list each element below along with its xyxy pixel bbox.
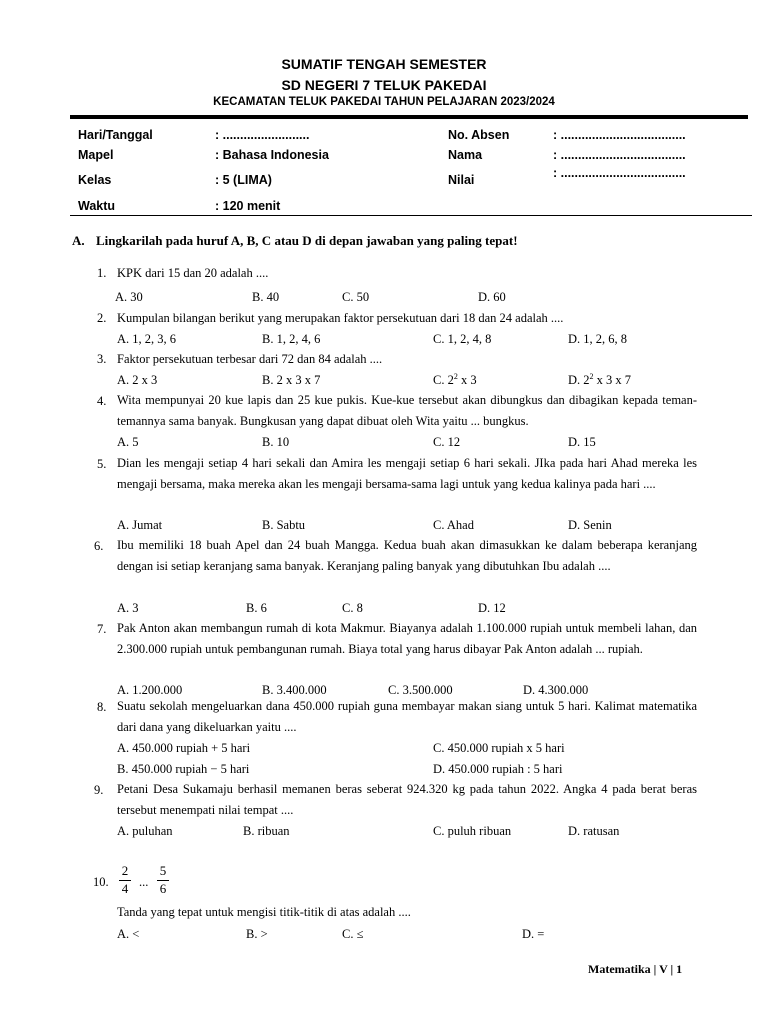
q4-text: Wita mempunyai 20 kue lapis dan 25 kue pukis. Kue-kue tersebut akan dibungkus dan dibagikan kepada teman-temannya sama banyak. Bungkusan yang dapat dibuat oleh Wita yaitu ... bungkus.: [117, 393, 697, 428]
q9-option-d[interactable]: D. ratusan: [568, 824, 620, 838]
q8-option-a[interactable]: A. 450.000 rupiah + 5 hari: [117, 741, 251, 755]
q6-option-a[interactable]: A. 3: [117, 601, 139, 615]
waktu-value: : 120 menit: [215, 199, 281, 213]
q7-number: 7.: [97, 622, 107, 636]
q1-option-c[interactable]: C. 50: [342, 290, 370, 304]
absen-label: No. Absen: [448, 128, 510, 142]
q7-text: Pak Anton akan membangun rumah di kota Makmur. Biayanya adalah 1.100.000 rupiah untuk membeli lahan, dan 2.300.000 rupiah untuk pembangunan rumah. Biaya total yang harus dibayar Pak Anton adalah ... rupiah.: [117, 621, 697, 656]
q10-option-d[interactable]: D. =: [522, 927, 545, 941]
kelas-value: : 5 (LIMA): [215, 173, 272, 187]
q10-option-b[interactable]: B. >: [246, 927, 268, 941]
q3-text: Faktor persekutuan terbesar dari 72 dan 84 adalah ....: [117, 352, 383, 366]
q10-number: 10.: [93, 875, 109, 889]
school-name: SD NEGERI 7 TELUK PAKEDAI: [281, 77, 487, 93]
q8-option-b[interactable]: B. 450.000 rupiah − 5 hari: [117, 762, 250, 776]
nilai-label: Nilai: [448, 173, 475, 187]
q3-option-d-rest: x 3 x 7: [596, 373, 632, 387]
hari-label: Hari/Tanggal: [78, 128, 153, 142]
q1-option-d[interactable]: D. 60: [478, 290, 506, 304]
q8-text: Suatu sekolah mengeluarkan dana 450.000 rupiah guna membayar makan siang untuk 5 hari. Kalimat matematika dari dana yang dikeluarkan yaitu ....: [117, 699, 697, 734]
q3-option-d[interactable]: [568, 373, 631, 388]
q6-option-b[interactable]: B. 6: [246, 601, 267, 615]
q9-option-b[interactable]: B. ribuan: [243, 824, 290, 838]
q3-option-c-base: C. 2: [433, 373, 454, 387]
q5-option-a[interactable]: A. Jumat: [117, 518, 163, 532]
exam-title: SUMATIF TENGAH SEMESTER: [281, 56, 487, 72]
mapel-label: Mapel: [78, 148, 114, 162]
header-divider-bottom: [70, 215, 752, 216]
q3-option-c-rest: x 3: [460, 373, 477, 387]
q10-frac2-numerator: 5: [159, 863, 167, 878]
q7-option-d[interactable]: D. 4.300.000: [523, 683, 589, 697]
q1-text: KPK dari 15 dan 20 adalah ....: [117, 266, 269, 280]
nilai-value: : ....................................: [553, 166, 686, 180]
q7-option-b[interactable]: B. 3.400.000: [262, 683, 327, 697]
q8-option-d[interactable]: D. 450.000 rupiah : 5 hari: [433, 762, 563, 776]
q1-option-a[interactable]: A. 30: [115, 290, 143, 304]
section-letter: A.: [72, 233, 85, 248]
q4-option-a[interactable]: A. 5: [117, 435, 139, 449]
q3-option-d-base: D. 2: [568, 373, 590, 387]
q3-number: 3.: [97, 352, 107, 366]
q6-option-c[interactable]: C. 8: [342, 601, 363, 615]
q4-number: 4.: [97, 394, 107, 408]
q10-frac1-numerator: 2: [121, 863, 129, 878]
q5-option-b[interactable]: B. Sabtu: [262, 518, 306, 532]
page-footer: Matematika | V | 1: [588, 962, 683, 976]
q10-dots: ...: [139, 875, 149, 889]
q10-frac1-denominator: 4: [121, 881, 129, 896]
q5-number: 5.: [97, 457, 107, 471]
q9-option-c[interactable]: C. puluh ribuan: [433, 824, 512, 838]
section-instruction: Lingkarilah pada huruf A, B, C atau D di depan jawaban yang paling tepat!: [96, 233, 518, 248]
q5-option-d[interactable]: D. Senin: [568, 518, 612, 532]
q1-number: 1.: [97, 266, 107, 280]
q6-number: 6.: [94, 539, 104, 553]
mapel-value: : Bahasa Indonesia: [215, 148, 329, 162]
q2-option-a[interactable]: A. 1, 2, 3, 6: [117, 332, 177, 346]
q9-number: 9.: [94, 783, 104, 797]
q8-number: 8.: [97, 700, 107, 714]
q10-text: Tanda yang tepat untuk mengisi titik-titik di atas adalah ....: [117, 905, 411, 919]
q4-option-c[interactable]: C. 12: [433, 435, 461, 449]
q9-option-a[interactable]: A. puluhan: [117, 824, 173, 838]
q2-option-c[interactable]: C. 1, 2, 4, 8: [433, 332, 492, 346]
q7-option-c[interactable]: C. 3.500.000: [388, 683, 453, 697]
q2-number: 2.: [97, 311, 107, 325]
q4-option-d[interactable]: D. 15: [568, 435, 596, 449]
q2-option-d[interactable]: D. 1, 2, 6, 8: [568, 332, 628, 346]
q8-option-c[interactable]: C. 450.000 rupiah x 5 hari: [433, 741, 565, 755]
q3-option-a[interactable]: A. 2 x 3: [117, 373, 158, 387]
district-year: KECAMATAN TELUK PAKEDAI TAHUN PELAJARAN 2023/2024: [213, 96, 555, 108]
q5-option-c[interactable]: C. Ahad: [433, 518, 474, 532]
nama-value: : ....................................: [553, 148, 686, 162]
q5-text: Dian les mengaji setiap 4 hari sekali dan Amira les mengaji setiap 6 hari sekali. JIka pada hari Ahad mereka les mengaji bersama, maka mereka akan les mengaji bersama-sama lagi untuk yang kedua kalinya pada hari ....: [117, 456, 697, 491]
q2-option-b[interactable]: B. 1, 2, 4, 6: [262, 332, 321, 346]
q6-text: Ibu memiliki 18 buah Apel dan 24 buah Mangga. Kedua buah akan dimasukkan ke dalam beberapa keranjang dengan isi setiap keranjang sama banyak. Keranjang paling banyak yang dibutuhkan Ibu adalah ....: [117, 538, 697, 573]
q7-option-a[interactable]: A. 1.200.000: [117, 683, 183, 697]
q1-option-b[interactable]: B. 40: [252, 290, 280, 304]
kelas-label: Kelas: [78, 173, 112, 187]
q2-text: Kumpulan bilangan berikut yang merupakan faktor persekutuan dari 18 dan 24 adalah ....: [117, 311, 564, 325]
q6-option-d[interactable]: D. 12: [478, 601, 506, 615]
nama-label: Nama: [448, 148, 483, 162]
q10-option-a[interactable]: A. <: [117, 927, 140, 941]
q3-option-c[interactable]: [433, 373, 477, 388]
q3-option-d-exponent: 2: [589, 371, 594, 381]
q3-option-c-exponent: 2: [453, 371, 458, 381]
absen-value: : ....................................: [553, 128, 686, 142]
waktu-label: Waktu: [78, 199, 116, 213]
q10-option-c[interactable]: C. ≤: [342, 927, 364, 941]
header-divider-top: [70, 115, 748, 119]
q9-text: Petani Desa Sukamaju berhasil memanen beras seberat 924.320 kg pada tahun 2022. Angka 4 pada berat beras tersebut menempati nilai tempat ....: [117, 782, 697, 817]
q4-option-b[interactable]: B. 10: [262, 435, 290, 449]
q3-option-b[interactable]: B. 2 x 3 x 7: [262, 373, 321, 387]
q10-frac2-denominator: 6: [159, 881, 167, 896]
hari-value: : .........................: [215, 128, 310, 142]
